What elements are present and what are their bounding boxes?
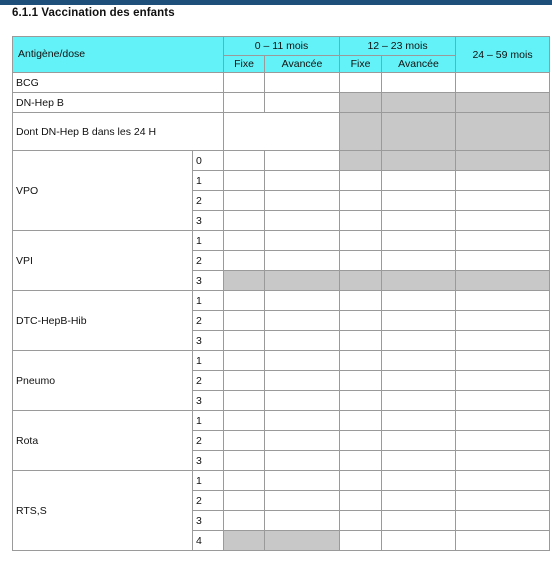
data-cell[interactable]	[382, 531, 456, 551]
data-cell[interactable]	[224, 151, 265, 171]
disabled-cell	[224, 271, 265, 291]
data-cell[interactable]	[224, 351, 265, 371]
data-cell[interactable]	[456, 531, 550, 551]
antigen-label: Pneumo	[13, 351, 193, 411]
data-cell[interactable]	[382, 291, 456, 311]
data-cell[interactable]	[224, 93, 265, 113]
data-cell[interactable]	[224, 113, 340, 151]
disabled-cell	[340, 271, 382, 291]
data-cell[interactable]	[265, 211, 340, 231]
data-cell[interactable]	[340, 351, 382, 371]
data-cell[interactable]	[340, 191, 382, 211]
table-row	[13, 471, 550, 491]
disabled-cell	[456, 113, 550, 151]
dose-label: 1	[193, 171, 224, 191]
header-fixe: Fixe	[340, 56, 382, 73]
table-row	[13, 231, 550, 251]
header-age-24-59: 24 – 59 mois	[456, 37, 550, 73]
data-cell[interactable]	[265, 451, 340, 471]
disabled-cell	[382, 151, 456, 171]
data-cell[interactable]	[224, 211, 265, 231]
data-cell[interactable]	[382, 511, 456, 531]
header-age-0-11: 0 – 11 mois	[224, 37, 340, 56]
table-row	[13, 93, 550, 113]
dose-label: 3	[193, 451, 224, 471]
data-cell[interactable]	[382, 231, 456, 251]
data-cell[interactable]	[265, 351, 340, 371]
disabled-cell	[456, 93, 550, 113]
data-cell[interactable]	[265, 191, 340, 211]
data-cell[interactable]	[340, 211, 382, 231]
table-row	[13, 73, 550, 93]
data-cell[interactable]	[265, 411, 340, 431]
data-cell[interactable]	[224, 73, 265, 93]
data-cell[interactable]	[456, 291, 550, 311]
disabled-cell	[456, 151, 550, 171]
header-antigen-dose: Antigène/dose	[13, 37, 224, 73]
data-cell[interactable]	[265, 491, 340, 511]
data-cell[interactable]	[382, 391, 456, 411]
dose-label: 2	[193, 191, 224, 211]
data-cell[interactable]	[224, 431, 265, 451]
antigen-label: VPO	[13, 151, 193, 231]
data-cell[interactable]	[265, 311, 340, 331]
data-cell[interactable]	[265, 93, 340, 113]
data-cell[interactable]	[224, 191, 265, 211]
data-cell[interactable]	[340, 411, 382, 431]
data-cell[interactable]	[340, 311, 382, 331]
data-cell[interactable]	[340, 73, 382, 93]
data-cell[interactable]	[382, 331, 456, 351]
data-cell[interactable]	[382, 73, 456, 93]
disabled-cell	[456, 271, 550, 291]
dose-label: 3	[193, 211, 224, 231]
data-cell[interactable]	[224, 251, 265, 271]
data-cell[interactable]	[340, 511, 382, 531]
data-cell[interactable]	[456, 211, 550, 231]
data-cell[interactable]	[382, 371, 456, 391]
disabled-cell	[382, 93, 456, 113]
dose-label: 3	[193, 391, 224, 411]
data-cell[interactable]	[340, 391, 382, 411]
dose-label: 3	[193, 511, 224, 531]
data-cell[interactable]	[456, 491, 550, 511]
data-cell[interactable]	[224, 331, 265, 351]
data-cell[interactable]	[456, 231, 550, 251]
data-cell[interactable]	[456, 171, 550, 191]
table-row	[13, 291, 550, 311]
disabled-cell	[265, 271, 340, 291]
data-cell[interactable]	[382, 451, 456, 471]
dose-label: 1	[193, 411, 224, 431]
data-cell[interactable]	[456, 351, 550, 371]
data-cell[interactable]	[340, 431, 382, 451]
data-cell[interactable]	[265, 511, 340, 531]
dose-label: 2	[193, 431, 224, 451]
data-cell[interactable]	[224, 371, 265, 391]
data-cell[interactable]	[456, 311, 550, 331]
data-cell[interactable]	[224, 171, 265, 191]
dose-label: 2	[193, 371, 224, 391]
disabled-cell	[382, 271, 456, 291]
data-cell[interactable]	[382, 351, 456, 371]
data-cell[interactable]	[265, 391, 340, 411]
antigen-label: DTC-HepB-Hib	[13, 291, 193, 351]
antigen-label: Rota	[13, 411, 193, 471]
table-row	[13, 151, 550, 171]
dose-label: 2	[193, 251, 224, 271]
data-cell[interactable]	[382, 431, 456, 451]
data-cell[interactable]	[456, 411, 550, 431]
dose-label: 0	[193, 151, 224, 171]
table-row	[13, 113, 550, 151]
data-cell[interactable]	[265, 73, 340, 93]
data-cell[interactable]	[265, 151, 340, 171]
data-cell[interactable]	[456, 191, 550, 211]
disabled-cell	[224, 531, 265, 551]
data-cell[interactable]	[340, 491, 382, 511]
header-avancee: Avancée	[382, 56, 456, 73]
data-cell[interactable]	[382, 491, 456, 511]
disabled-cell	[265, 531, 340, 551]
data-cell[interactable]	[224, 491, 265, 511]
data-cell[interactable]	[224, 391, 265, 411]
data-cell[interactable]	[456, 431, 550, 451]
dose-label: 3	[193, 271, 224, 291]
data-cell[interactable]	[224, 471, 265, 491]
data-cell[interactable]	[382, 211, 456, 231]
data-cell[interactable]	[265, 251, 340, 271]
data-cell[interactable]	[382, 191, 456, 211]
disabled-cell	[340, 93, 382, 113]
dose-label: 1	[193, 471, 224, 491]
dose-label: 2	[193, 491, 224, 511]
data-cell[interactable]	[224, 291, 265, 311]
dose-label: 1	[193, 351, 224, 371]
data-cell[interactable]	[456, 451, 550, 471]
data-cell[interactable]	[456, 73, 550, 93]
dose-label: 3	[193, 331, 224, 351]
dose-label: 1	[193, 231, 224, 251]
vaccination-table	[12, 36, 550, 551]
disabled-cell	[340, 113, 382, 151]
disabled-cell	[382, 113, 456, 151]
data-cell[interactable]	[224, 311, 265, 331]
data-cell[interactable]	[382, 471, 456, 491]
data-cell[interactable]	[456, 331, 550, 351]
data-cell[interactable]	[340, 451, 382, 471]
data-cell[interactable]	[224, 511, 265, 531]
data-cell[interactable]	[382, 411, 456, 431]
data-cell[interactable]	[382, 171, 456, 191]
data-cell[interactable]	[382, 311, 456, 331]
header-avancee: Avancée	[265, 56, 340, 73]
data-cell[interactable]	[456, 251, 550, 271]
data-cell[interactable]	[456, 511, 550, 531]
data-cell[interactable]	[456, 391, 550, 411]
table-row	[13, 411, 550, 431]
data-cell[interactable]	[224, 231, 265, 251]
data-cell[interactable]	[340, 531, 382, 551]
disabled-cell	[340, 151, 382, 171]
data-cell[interactable]	[265, 471, 340, 491]
data-cell[interactable]	[265, 171, 340, 191]
data-cell[interactable]	[224, 451, 265, 471]
data-cell[interactable]	[340, 171, 382, 191]
antigen-label: Dont DN-Hep B dans les 24 H	[13, 113, 224, 151]
data-cell[interactable]	[265, 231, 340, 251]
data-cell[interactable]	[265, 291, 340, 311]
top-bar	[0, 0, 552, 5]
dose-label: 4	[193, 531, 224, 551]
data-cell[interactable]	[340, 231, 382, 251]
dose-label: 1	[193, 291, 224, 311]
data-cell[interactable]	[340, 331, 382, 351]
dose-label: 2	[193, 311, 224, 331]
data-cell[interactable]	[265, 371, 340, 391]
data-cell[interactable]	[265, 331, 340, 351]
header-fixe: Fixe	[224, 56, 265, 73]
antigen-label: VPI	[13, 231, 193, 291]
data-cell[interactable]	[340, 471, 382, 491]
data-cell[interactable]	[456, 371, 550, 391]
data-cell[interactable]	[340, 371, 382, 391]
data-cell[interactable]	[456, 471, 550, 491]
antigen-label: DN-Hep B	[13, 93, 224, 113]
antigen-label: RTS,S	[13, 471, 193, 551]
data-cell[interactable]	[382, 251, 456, 271]
antigen-label: BCG	[13, 73, 224, 93]
data-cell[interactable]	[340, 251, 382, 271]
data-cell[interactable]	[224, 411, 265, 431]
section-title: 6.1.1 Vaccination des enfants	[12, 7, 175, 19]
table-row	[13, 351, 550, 371]
header-age-12-23: 12 – 23 mois	[340, 37, 456, 56]
data-cell[interactable]	[340, 291, 382, 311]
data-cell[interactable]	[265, 431, 340, 451]
